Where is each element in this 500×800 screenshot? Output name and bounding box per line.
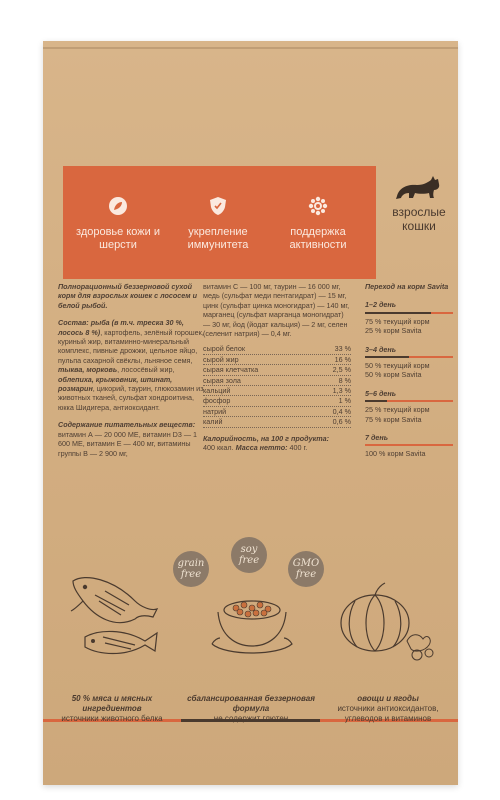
nutrients-text: витамин А — 20 000 МЕ, витамин D3 — 1 600 МЕ, витамин Е — 400 мг, витамины группы В — 2 900 мг, (58, 429, 198, 458)
benefit-label: поддержка активности (289, 226, 347, 251)
analysis-name: сырая клетчатка (203, 365, 259, 375)
analysis-row (203, 396, 351, 406)
energy-value: 400 ккал. (203, 443, 234, 453)
food-bag (43, 41, 458, 785)
bottom-subtitle: источники антиоксидантов, углеводов и витаминов (337, 704, 439, 723)
energy-head: Калорийность, на 100 г продукта: (203, 433, 330, 443)
analysis-row (203, 417, 351, 427)
benefit-label: здоровье кожи и шерсти (76, 226, 160, 251)
badge-text: free (238, 555, 260, 566)
step-line: 50 % корм Savita (365, 370, 422, 380)
analysis-name: кальций (203, 386, 231, 396)
analysis-name: сырой жир (203, 354, 239, 364)
step-days: 1–2 день (365, 300, 397, 310)
weight-value: 400 г. (289, 443, 308, 453)
analysis-value: 0,4 % (332, 406, 351, 416)
transition-step (365, 433, 453, 459)
composition-veg: тыква, морковь (58, 365, 118, 375)
gmo-free-badge (288, 551, 324, 587)
analysis-value: 0,6 % (332, 417, 351, 427)
analysis-row (203, 407, 351, 417)
grain-free-badge (173, 551, 209, 587)
bottom-caption-formula (186, 694, 316, 724)
step-ratio-bar (365, 400, 453, 402)
analysis-value: 16 % (334, 354, 351, 364)
analysis-name: сырой белок (203, 344, 245, 354)
transition-steps (365, 300, 453, 458)
analysis-row (203, 355, 351, 365)
analysis-value: 1,3 % (332, 386, 351, 396)
benefit-activity (268, 196, 368, 252)
analysis-value: 8 % (338, 375, 351, 385)
step-ratio-old (365, 312, 431, 314)
bottom-subtitle: не содержит глютен (213, 714, 289, 723)
transition-step (365, 389, 453, 424)
step-days: 3–4 день (365, 344, 397, 354)
bottom-caption-meat (47, 694, 177, 724)
badge-text: soy (240, 544, 258, 555)
composition-part: , картофель, зелёный горошек, куриный жир, витаминно-минеральный комплекс, пивные дрожжи, цельное яйцо, пульпа сахарной свёклы, льняное семя, (58, 327, 204, 365)
analysis-name: натрий (203, 406, 227, 416)
soy-free-badge (231, 537, 267, 573)
transition-title: Переход на корм Savita (365, 282, 449, 291)
step-line: 100 % корм Savita (365, 449, 426, 459)
benefit-immunity (168, 196, 268, 252)
step-ratio-old (365, 356, 409, 358)
transition-step (365, 300, 453, 335)
step-line: 25 % текущий корм (365, 405, 430, 415)
analysis-row (203, 376, 351, 386)
shield-icon (208, 196, 228, 216)
transition-column (365, 282, 453, 459)
composition-part: , лососёвый жир, (117, 365, 175, 375)
pumpkin-illustration (335, 581, 435, 661)
composition-berries: облепиха, крыжовник, шпинат, розмарин (58, 374, 173, 394)
badge-text: free (295, 569, 317, 580)
target-audience (383, 174, 455, 233)
step-line: 75 % текущий корм (365, 316, 430, 326)
analysis-name: сырая зола (203, 375, 241, 385)
transition-step (365, 345, 453, 380)
bottom-title: 50 % мяса и мясных ингредиентов (71, 694, 153, 713)
step-line: 50 % текущий корм (365, 361, 430, 371)
step-line: 25 % корм Savita (365, 326, 422, 336)
analysis-value: 33 % (334, 344, 351, 354)
composition-head: Состав: (58, 318, 89, 328)
composition-fish: рыба (в т.ч. треска 30 %, лосось 8 %) (58, 318, 184, 337)
step-line: 75 % корм Savita (365, 414, 422, 424)
vitamins-text: витамин С — 100 мг, таурин — 16 000 мг, медь (сульфат меди пентагидрат) — 15 мг, цинк (сульфат цинка моногидрат) — 140 мг, марганец (сульфат марганца моногидрат) — 30 мг, йод (йодат кальция) — 2 мг, селен (селенит натрия) — 0,4 мг. (203, 282, 350, 339)
step-ratio-old (365, 400, 387, 402)
analysis-column (203, 282, 351, 453)
badge-text: GMO (292, 558, 320, 569)
analysis-value: 2,5 % (332, 365, 351, 375)
weight-head: Масса нетто: (235, 443, 288, 453)
benefit-label: укрепление иммунитета (187, 226, 249, 251)
fish-illustration (65, 571, 165, 661)
benefit-skin-coat (68, 196, 168, 252)
composition-text (58, 318, 208, 412)
badge-text: free (180, 569, 202, 580)
analysis-name: калий (203, 417, 223, 427)
benefits-band (63, 166, 376, 279)
leaf-icon (108, 196, 128, 216)
step-ratio-bar (365, 356, 453, 358)
badge-text: grain (177, 558, 205, 569)
analysis-row (203, 344, 351, 354)
bottom-caption-veg (323, 694, 453, 724)
nutrients-head: Содержание питательных веществ: (58, 420, 196, 430)
composition-column (58, 282, 208, 458)
composition-part: , цикорий, таурин, глюкозамин из животных тканей, сульфат хондроитина, юкка Шидигера, антиоксидант. (58, 384, 204, 412)
analysis-name: фосфор (203, 396, 231, 406)
top-seam (43, 47, 458, 49)
analysis-table (203, 344, 351, 427)
cat-silhouette-icon (393, 174, 445, 200)
analysis-row (203, 365, 351, 375)
step-days: 5–6 день (365, 388, 397, 398)
intro-text: Полнорационный беззерновой сухой корм для взрослых кошек с лососем и белой рыбой. (58, 282, 197, 310)
step-ratio-bar (365, 444, 453, 446)
bottom-subtitle: источники животного белка (61, 714, 163, 723)
bowl-illustration (206, 596, 298, 658)
bottom-title: сбалансированная беззерновая формула (187, 694, 315, 713)
step-ratio-bar (365, 312, 453, 314)
analysis-row (203, 386, 351, 396)
bottom-title: овощи и ягоды (357, 694, 419, 703)
analysis-value: 1 % (338, 396, 351, 406)
target-label: взрослые кошки (392, 205, 446, 233)
sun-icon (308, 196, 328, 216)
step-days: 7 день (365, 433, 389, 443)
